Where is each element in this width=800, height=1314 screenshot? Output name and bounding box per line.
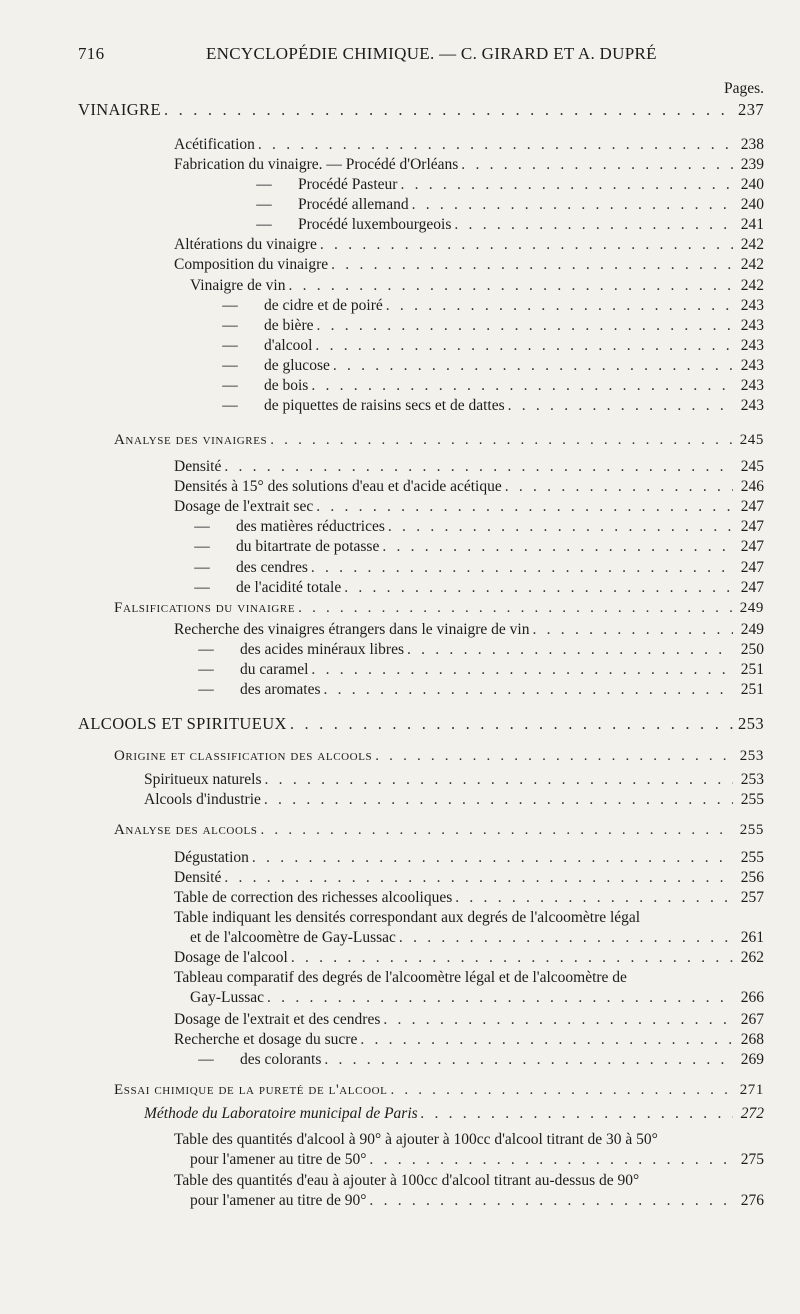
leader-dots (505, 477, 733, 497)
ditto-dash: — (256, 176, 272, 193)
leader-dots (288, 276, 733, 296)
toc-page-number: 243 (740, 377, 764, 394)
leader-dots (311, 376, 733, 396)
toc-page-number: 255 (740, 849, 764, 866)
toc-entry (78, 714, 764, 734)
toc-entry-text: Fabrication du vinaigre. — Procédé d'Orléans (174, 156, 459, 173)
leader-dots (369, 1191, 733, 1211)
toc-entry (174, 848, 764, 868)
toc-entry (190, 1191, 764, 1211)
toc-page-number: 261 (740, 929, 764, 946)
toc-entry-text: Table de correction des richesses alcooliques (174, 889, 453, 906)
toc-entry-text (186, 640, 407, 660)
toc-entry (186, 1050, 764, 1070)
toc-entry-text: Composition du vinaigre (174, 256, 329, 273)
toc-entry-text (182, 558, 311, 578)
toc-page-number: 247 (740, 498, 764, 515)
toc-entry (190, 276, 764, 296)
leader-dots (390, 1080, 733, 1100)
toc-entry-label: de bière (264, 317, 314, 334)
toc-entry (78, 100, 764, 120)
toc-page-number: 253 (740, 771, 764, 788)
toc-entry-text: Analyse des alcools (114, 822, 258, 838)
ditto-dash: — (198, 641, 214, 658)
toc-page-number: 238 (740, 136, 764, 153)
toc-entry (114, 746, 764, 766)
leader-dots (369, 1150, 733, 1170)
toc-entry (174, 457, 764, 477)
toc-entry-label: de piquettes de raisins secs et de dattes (264, 397, 505, 414)
toc-page-number: 275 (740, 1151, 764, 1168)
leader-dots (360, 1030, 733, 1050)
leader-dots (454, 215, 733, 235)
toc-entry-label: d'alcool (264, 337, 313, 354)
leader-dots (421, 1104, 733, 1124)
toc-entry-text: Table indiquant les densités correspondant aux degrés de l'alcoomètre légal (174, 909, 641, 926)
toc-page-number: 247 (740, 579, 764, 596)
toc-entry (114, 820, 764, 840)
toc-entry (182, 558, 764, 578)
toc-entry-text (210, 296, 386, 316)
leader-dots (224, 457, 733, 477)
toc-page-number: 247 (740, 559, 764, 576)
toc-page-number: 266 (740, 989, 764, 1006)
leader-dots (311, 558, 733, 578)
ditto-dash: — (194, 518, 210, 535)
toc-entry-continuation: pour l'amener au titre de 90° (190, 1192, 367, 1209)
toc-entry-text (182, 537, 382, 557)
toc-entry (174, 497, 764, 517)
toc-entry (182, 517, 764, 537)
toc-entry (210, 376, 764, 396)
running-header (78, 44, 768, 68)
toc-entry (174, 1010, 764, 1030)
toc-entry (190, 928, 764, 948)
leader-dots (267, 988, 733, 1008)
ditto-dash: — (198, 1051, 214, 1068)
leader-dots (323, 680, 733, 700)
ditto-dash: — (198, 681, 214, 698)
toc-entry-text (210, 316, 316, 336)
toc-page-number: 247 (740, 538, 764, 555)
toc-entry (210, 316, 764, 336)
leader-dots (461, 155, 733, 175)
toc-page-number: 245 (739, 432, 764, 448)
toc-entry (114, 430, 764, 450)
toc-entry (244, 195, 764, 215)
toc-entry-text: Dosage de l'extrait sec (174, 498, 314, 515)
toc-entry-label: du bitartrate de potasse (236, 538, 380, 555)
toc-entry-text: Vinaigre de vin (190, 277, 286, 294)
leader-dots (331, 255, 733, 275)
toc-entry (210, 296, 764, 316)
toc-entry (186, 680, 764, 700)
leader-dots (291, 948, 733, 968)
toc-entry-text: Tableau comparatif des degrés de l'alcoomètre légal et de l'alcoomètre de (174, 969, 627, 986)
toc-entry-text (244, 175, 400, 195)
leader-dots (344, 578, 733, 598)
leader-dots (388, 517, 733, 537)
toc-entry-text (186, 680, 323, 700)
toc-entry (144, 790, 764, 810)
toc-entry (144, 770, 764, 790)
toc-page-number: 253 (739, 748, 764, 764)
toc-entry-text (210, 336, 315, 356)
toc-entry-continuation: pour l'amener au titre de 50° (190, 1151, 367, 1168)
leader-dots (316, 316, 733, 336)
ditto-dash: — (222, 337, 238, 354)
ditto-dash: — (222, 357, 238, 374)
toc-page-number: 255 (739, 822, 764, 838)
toc-entry-label: des acides minéraux libres (240, 641, 404, 658)
toc-entry-text: Essai chimique de la pureté de l'alcool (114, 1082, 388, 1098)
toc-entry (186, 660, 764, 680)
toc-entry (182, 578, 764, 598)
toc-page-number: 262 (740, 949, 764, 966)
leader-dots (375, 746, 733, 766)
toc-entry (182, 537, 764, 557)
leader-dots (298, 598, 733, 618)
leader-dots (261, 820, 733, 840)
ditto-dash: — (222, 397, 238, 414)
toc-entry-text: Alcools d'industrie (144, 791, 261, 808)
toc-entry-text: Falsifications du vinaigre (114, 600, 296, 616)
ditto-dash: — (198, 661, 214, 678)
toc-entry-text: Méthode du Laboratoire municipal de Paris (144, 1105, 418, 1122)
toc-entry (174, 235, 764, 255)
leader-dots (386, 296, 733, 316)
toc-entry (114, 598, 764, 618)
leader-dots (258, 135, 733, 155)
ditto-dash: — (222, 297, 238, 314)
toc-entry-text: VINAIGRE (78, 100, 161, 119)
toc-entry-text: Dégustation (174, 849, 249, 866)
toc-page-number: 250 (740, 641, 764, 658)
toc-entry (244, 215, 764, 235)
toc-page-number: 247 (740, 518, 764, 535)
toc-entry-label: Procédé Pasteur (298, 176, 398, 193)
toc-entry-text (186, 660, 311, 680)
toc-entry-text: Altérations du vinaigre (174, 236, 317, 253)
toc-entry (190, 1150, 764, 1170)
toc-entry-text: Table des quantités d'alcool à 90° à ajouter à 100cc d'alcool titrant de 30 à 50° (174, 1131, 658, 1148)
ditto-dash: — (256, 196, 272, 213)
toc-page-number: 267 (740, 1011, 764, 1028)
ditto-dash: — (194, 579, 210, 596)
toc-page-number: 257 (740, 889, 764, 906)
toc-page-number: 242 (740, 256, 764, 273)
toc-entry-label: des matières réductrices (236, 518, 385, 535)
toc-entry (174, 1030, 764, 1050)
toc-entry-text: Table des quantités d'eau à ajouter à 100cc d'alcool titrant au-dessus de 90° (174, 1172, 640, 1189)
toc-entry-label: Procédé allemand (298, 196, 409, 213)
toc-entry-text (210, 356, 333, 376)
toc-entry-text (210, 376, 311, 396)
toc-entry-label: des colorants (240, 1051, 322, 1068)
toc-entry-text (182, 517, 388, 537)
page-number: 716 (78, 44, 105, 63)
toc-page-number: 243 (740, 297, 764, 314)
toc-entry-label: du caramel (240, 661, 309, 678)
toc-entry-label: de cidre et de poiré (264, 297, 383, 314)
toc-entry-text: Spiritueux naturels (144, 771, 262, 788)
leader-dots (407, 640, 733, 660)
toc-entry (186, 640, 764, 660)
toc-entry-label: de l'acidité totale (236, 579, 342, 596)
toc-entry (174, 620, 764, 640)
toc-entry (244, 175, 764, 195)
toc-entry-text (244, 215, 454, 235)
leader-dots (164, 100, 733, 120)
toc-entry-text: Densités à 15° des solutions d'eau et d'acide acétique (174, 478, 502, 495)
toc-entry-label: de bois (264, 377, 309, 394)
toc-page-number: 240 (740, 176, 764, 193)
toc-page-number: 242 (740, 277, 764, 294)
toc-entry (174, 888, 764, 908)
toc-page-number: 271 (739, 1082, 764, 1098)
toc-entry (174, 868, 764, 888)
leader-dots (311, 660, 733, 680)
running-title: ENCYCLOPÉDIE CHIMIQUE. — C. GIRARD ET A. DUPRÉ (206, 44, 657, 63)
toc-page-number: 239 (740, 156, 764, 173)
toc-entry (174, 477, 764, 497)
leader-dots (252, 848, 733, 868)
toc-entry-text: Dosage de l'extrait et des cendres (174, 1011, 381, 1028)
leader-dots (399, 928, 733, 948)
ditto-dash: — (222, 377, 238, 394)
toc-entry-text: Densité (174, 869, 222, 886)
toc-entry (210, 396, 764, 416)
ditto-dash: — (222, 317, 238, 334)
ditto-dash: — (256, 216, 272, 233)
toc-entry (210, 356, 764, 376)
toc-page-number: 243 (740, 357, 764, 374)
leader-dots (264, 790, 733, 810)
toc-entry-text: Acétification (174, 136, 255, 153)
toc-entry-label: des aromates (240, 681, 321, 698)
toc-page-number: 243 (740, 317, 764, 334)
toc-page-number: 253 (738, 714, 764, 733)
leader-dots (455, 888, 733, 908)
toc-page-number: 242 (740, 236, 764, 253)
leader-dots (533, 620, 734, 640)
toc-page-number: 237 (738, 100, 764, 119)
toc-entry-text (186, 1050, 324, 1070)
toc-entry-label: de glucose (264, 357, 330, 374)
toc-entry-label: des cendres (236, 559, 308, 576)
toc-entry-label: Procédé luxembourgeois (298, 216, 452, 233)
toc-entry (114, 1080, 764, 1100)
toc-page-number: 249 (739, 600, 764, 616)
toc-entry-text: Analyse des vinaigres (114, 432, 268, 448)
toc-entry-text (210, 396, 508, 416)
leader-dots (382, 537, 733, 557)
leader-dots (508, 396, 733, 416)
toc-entry (174, 255, 764, 275)
leader-dots (324, 1050, 733, 1070)
toc-page-number: 251 (740, 661, 764, 678)
toc-entry-text: ALCOOLS ET SPIRITUEUX (78, 714, 287, 733)
toc-page-number: 241 (740, 216, 764, 233)
leader-dots (290, 714, 733, 734)
toc-page-number: 256 (740, 869, 764, 886)
toc-entry-text: Densité (174, 458, 222, 475)
leader-dots (383, 1010, 733, 1030)
toc-page-number: 246 (740, 478, 764, 495)
leader-dots (265, 770, 733, 790)
toc-page-number: 245 (740, 458, 764, 475)
leader-dots (315, 336, 733, 356)
toc-entry-continuation: et de l'alcoomètre de Gay-Lussac (190, 929, 396, 946)
toc-entry (174, 135, 764, 155)
toc-entry-text (244, 195, 412, 215)
toc-entry (190, 988, 764, 1008)
toc-page-number: 249 (740, 621, 764, 638)
toc-entry (174, 948, 764, 968)
toc-entry-text: Origine et classification des alcools (114, 748, 373, 764)
toc-page-number: 240 (740, 196, 764, 213)
toc-entry-continuation: Gay-Lussac (190, 989, 265, 1006)
leader-dots (333, 356, 733, 376)
leader-dots (412, 195, 733, 215)
toc-page-number: 272 (740, 1105, 764, 1122)
toc-entry-text: Dosage de l'alcool (174, 949, 288, 966)
ditto-dash: — (194, 538, 210, 555)
leader-dots (270, 430, 733, 450)
ditto-dash: — (194, 559, 210, 576)
toc-entry-text (182, 578, 344, 598)
toc-page-number: 268 (740, 1031, 764, 1048)
pages-column-label: Pages. (723, 80, 764, 97)
toc-entry-text: Recherche des vinaigres étrangers dans le vinaigre de vin (174, 621, 530, 638)
toc-entry (174, 155, 764, 175)
toc-entry (210, 336, 764, 356)
leader-dots (224, 868, 733, 888)
toc-page-number: 251 (740, 681, 764, 698)
leader-dots (320, 235, 733, 255)
toc-page-number: 276 (740, 1192, 764, 1209)
toc-page-number: 255 (740, 791, 764, 808)
toc-page-number: 269 (740, 1051, 764, 1068)
toc-entry (144, 1104, 764, 1124)
toc-entry-text: Recherche et dosage du sucre (174, 1031, 358, 1048)
leader-dots (400, 175, 733, 195)
toc-page-number: 243 (740, 337, 764, 354)
toc-page-number: 243 (740, 397, 764, 414)
leader-dots (316, 497, 733, 517)
